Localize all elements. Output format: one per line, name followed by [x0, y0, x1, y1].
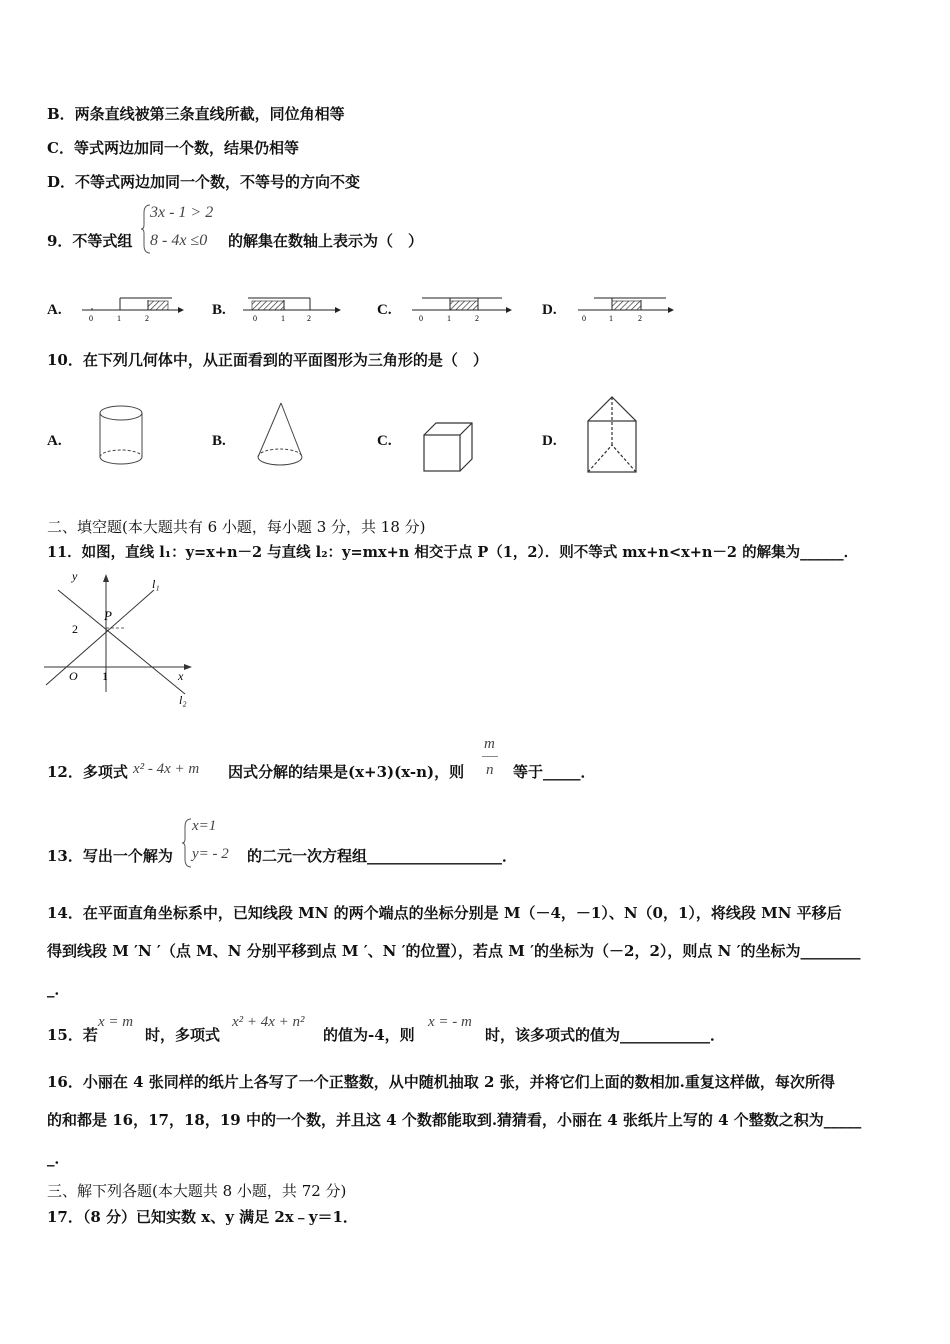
graph-line-l2: l₂ [179, 693, 187, 707]
q13-eq1: x=1 [192, 818, 217, 834]
q14-line3: _． [47, 980, 70, 998]
q12-fraction-denominator: n [486, 762, 494, 778]
q9-option-b-label: B. [212, 302, 226, 318]
q11-graph [40, 570, 200, 710]
q16-line2: 的和都是 16，17，18，19 中的一个数，并且这 4 个数都能取到.猜猜看，小丽在 4 张纸片上写的 4 个整数之积为_____ [47, 1111, 862, 1129]
tick-2: 2 [145, 314, 149, 323]
q16-line1: 16．小丽在 4 张同样的纸片上各写了一个正整数，从中随机抽取 2 张，并将它们上面的数相加.重复这样做，每次所得 [47, 1073, 835, 1091]
tick-0: 0 [419, 314, 423, 323]
q10-solids [0, 395, 950, 480]
q13-suffix: 的二元一次方程组__________________． [247, 847, 518, 865]
q15-cond2: x = - m [428, 1014, 472, 1030]
q12-mid: 因式分解的结果是(x+3)(x-n)，则 [228, 763, 465, 781]
q9-suffix: 的解集在数轴上表示为（ ） [228, 232, 424, 250]
q9-option-d-label: D. [542, 302, 557, 318]
graph-y-label: y [72, 570, 78, 583]
tick-0: 0 [253, 314, 257, 323]
cube-figure [424, 423, 472, 471]
q15-prefix: 15．若 [47, 1026, 98, 1044]
tick-0: 0 [582, 314, 586, 323]
graph-point-p: P [104, 608, 112, 623]
q12-fraction-bar [482, 756, 498, 757]
q14-line2: 得到线段 M ′N ′（点 M、N 分别平移到点 M ′、N ′的位置），若点 M ′的坐标为（－2，2），则点 N ′的坐标为________ [47, 942, 861, 960]
graph-line-l1: l₁ [152, 577, 160, 591]
q9-option-c-label: C. [377, 302, 392, 318]
tick-0: 0 [89, 314, 93, 323]
q9-prefix: 9．不等式组 [47, 232, 133, 250]
number-line-a [82, 298, 184, 323]
q8-option-c: C．等式两边加同一个数，结果仍相等 [47, 139, 299, 157]
number-line-c [412, 298, 512, 323]
q15-text2: 的值为-4，则 [323, 1026, 415, 1044]
number-line-b [243, 298, 341, 323]
graph-origin-label: O [69, 669, 78, 683]
graph-x-label: x [178, 669, 184, 683]
section2-heading: 二、填空题(本大题共有 6 小题，每小题 3 分，共 18 分) [47, 518, 426, 536]
q12-suffix: 等于_____． [513, 763, 596, 781]
q12-fraction-numerator: m [484, 736, 495, 752]
tick-2: 2 [638, 314, 642, 323]
q17-text: 17．（8 分）已知实数 x、y 满足 2x﹣y＝1． [47, 1208, 358, 1226]
tick-2: 2 [307, 314, 311, 323]
q13-prefix: 13．写出一个解为 [47, 847, 173, 865]
q15-cond1: x = m [98, 1014, 134, 1030]
graph-tick-2: 2 [72, 622, 78, 636]
q15-text1: 时，多项式 [145, 1026, 221, 1044]
q10-option-c-label: C. [377, 433, 392, 449]
q15-text3: 时，该多项式的值为____________． [485, 1026, 726, 1044]
tick-1: 1 [281, 314, 285, 323]
number-line-d [578, 298, 674, 323]
q15-poly: x² + 4x + n² [232, 1014, 305, 1030]
tick-2: 2 [475, 314, 479, 323]
q9-eq1: 3x - 1 > 2 [150, 204, 214, 221]
section3-heading: 三、解下列各题(本大题共 8 小题，共 72 分) [47, 1182, 347, 1200]
q9-number-lines [0, 290, 950, 330]
q12-prefix: 12．多项式 [47, 763, 128, 781]
q12-poly: x² - 4x + m [133, 761, 200, 777]
q10-option-b-label: B. [212, 433, 226, 449]
q10-text: 10．在下列几何体中，从正面看到的平面图形为三角形的是（ ） [47, 351, 488, 369]
cylinder-figure [100, 406, 142, 464]
prism-figure [588, 397, 636, 472]
cone-figure [258, 403, 302, 465]
q10-option-d-label: D. [542, 433, 557, 449]
tick-1: 1 [447, 314, 451, 323]
q9-eq2: 8 - 4x ≤0 [150, 232, 208, 249]
q11-text: 11．如图，直线 l₁：y=x+n－2 与直线 l₂：y=mx+n 相交于点 P（1，2）．则不等式 mx+n<x+n－2 的解集为______． [47, 544, 859, 561]
q13-eq2: y= - 2 [192, 846, 229, 862]
q8-option-b: B．两条直线被第三条直线所截，同位角相等 [47, 105, 345, 123]
q14-line1: 14．在平面直角坐标系中，已知线段 MN 的两个端点的坐标分别是 M（－4，－1）、N（0，1），将线段 MN 平移后 [47, 904, 842, 922]
q16-line3: _． [47, 1149, 70, 1167]
graph-tick-1: 1 [102, 669, 108, 683]
tick-1: 1 [609, 314, 613, 323]
q10-option-a-label: A. [47, 433, 62, 449]
q9-option-a-label: A. [47, 302, 62, 318]
tick-1: 1 [117, 314, 121, 323]
q8-option-d: D．不等式两边加同一个数，不等号的方向不变 [47, 173, 361, 191]
